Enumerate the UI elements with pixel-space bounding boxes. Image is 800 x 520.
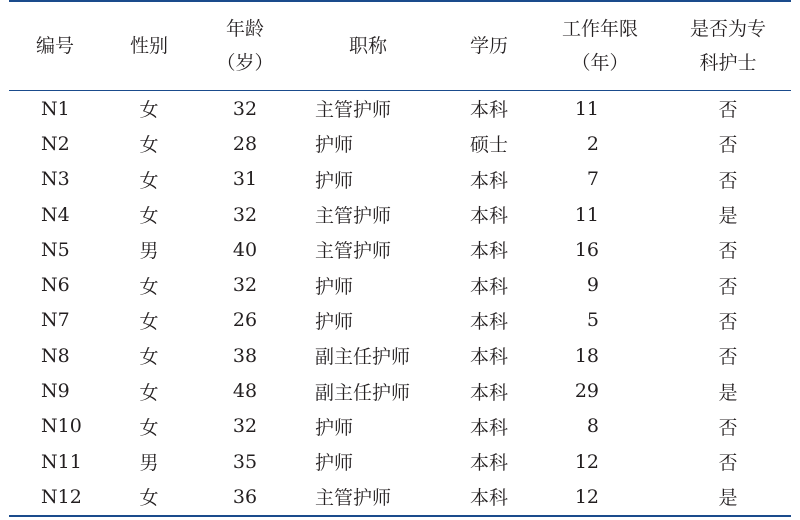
cell-title: 副主任护师 [315, 381, 411, 404]
cell-title: 主管护师 [315, 99, 392, 122]
table-row [9, 479, 791, 515]
cell-title: 护师 [315, 310, 354, 333]
cell-years: 16 [574, 238, 599, 261]
header-years [535, 1, 665, 91]
cell-title: 护师 [315, 452, 354, 475]
cell-years: 29 [574, 380, 599, 403]
table-row [9, 197, 791, 232]
cell-years: 18 [574, 344, 599, 367]
cell-age: 31 [232, 168, 258, 191]
cell-id: N1 [41, 97, 70, 120]
cell-specialist: 否 [718, 416, 738, 439]
cell-education: 硕士 [469, 134, 508, 157]
table-row [9, 91, 791, 127]
cell-id: N8 [41, 344, 70, 367]
cell-specialist: 是 [718, 205, 738, 228]
cell-gender: 女 [139, 416, 159, 439]
table-row [9, 232, 791, 267]
cell-gender: 女 [101, 479, 197, 515]
cell-education: 本科 [469, 240, 508, 263]
cell-age: 28 [232, 132, 258, 155]
cell-id: N9 [41, 380, 70, 403]
cell-age: 32 [232, 415, 258, 438]
cell-age: 32 [232, 203, 258, 226]
cell-title: 护师 [315, 275, 354, 298]
cell-specialist: 否 [718, 99, 738, 122]
cell-specialist: 否 [718, 346, 738, 369]
participant-table-container [9, 0, 791, 517]
cell-education: 本科 [469, 99, 508, 122]
cell-gender: 女 [139, 310, 159, 333]
cell-gender: 女 [139, 205, 159, 228]
table-body [9, 91, 791, 516]
cell-years: 5 [586, 309, 599, 332]
cell-education: 本科 [469, 346, 508, 369]
table-row [9, 267, 791, 302]
cell-title: 护师 [315, 169, 354, 192]
header-gender: 性别 [101, 1, 197, 91]
cell-specialist: 否 [718, 310, 738, 333]
cell-specialist: 是 [665, 479, 791, 515]
participant-table [9, 0, 791, 517]
cell-years: 11 [574, 97, 599, 120]
cell-gender: 女 [139, 275, 159, 298]
cell-years: 7 [586, 168, 599, 191]
cell-id: N12 [9, 479, 101, 515]
header-id: 编号 [9, 1, 101, 91]
header-age [197, 1, 293, 91]
cell-gender: 女 [139, 134, 159, 157]
cell-gender: 女 [139, 99, 159, 122]
cell-id: N10 [41, 415, 82, 438]
cell-id: N4 [41, 203, 70, 226]
cell-years: 12 [574, 450, 599, 473]
cell-gender: 女 [139, 346, 159, 369]
cell-specialist: 否 [718, 452, 738, 475]
cell-education: 本科 [469, 169, 508, 192]
cell-education: 本科 [469, 275, 508, 298]
cell-years: 12 [535, 479, 665, 515]
header-years-line1: 工作年限 [561, 18, 638, 40]
cell-specialist: 否 [718, 240, 738, 263]
header-education: 学历 [443, 1, 535, 91]
cell-education: 本科 [469, 310, 508, 333]
table-row [9, 373, 791, 408]
cell-age: 32 [232, 97, 258, 120]
header-age-line1: 年龄 [225, 18, 264, 40]
header-age-line2: （岁） [216, 52, 274, 74]
cell-education: 本科 [469, 416, 508, 439]
cell-age: 40 [232, 238, 258, 261]
cell-years: 2 [586, 132, 599, 155]
cell-title: 副主任护师 [315, 346, 411, 369]
cell-specialist: 是 [718, 381, 738, 404]
cell-gender: 男 [139, 452, 159, 475]
cell-title: 护师 [315, 134, 354, 157]
table-row [9, 303, 791, 338]
cell-gender: 女 [139, 169, 159, 192]
cell-id: N7 [41, 309, 70, 332]
header-years-line2: （年） [571, 52, 629, 74]
header-title: 职称 [293, 1, 443, 91]
cell-education: 本科 [469, 381, 508, 404]
cell-age: 36 [197, 479, 293, 515]
cell-gender: 男 [139, 240, 159, 263]
cell-gender: 女 [139, 381, 159, 404]
table-row [9, 338, 791, 373]
cell-years: 11 [574, 203, 599, 226]
table-header-row [9, 1, 791, 91]
cell-id: N2 [41, 132, 70, 155]
cell-specialist: 否 [718, 134, 738, 157]
cell-age: 26 [232, 309, 258, 332]
cell-age: 48 [232, 380, 258, 403]
header-specialist-line1: 是否为专 [689, 18, 766, 40]
cell-id: N5 [41, 238, 70, 261]
table-row [9, 409, 791, 444]
cell-id: N3 [41, 168, 70, 191]
cell-title: 主管护师 [315, 205, 392, 228]
table-row [9, 162, 791, 197]
cell-specialist: 否 [718, 169, 738, 192]
cell-title: 护师 [315, 416, 354, 439]
header-specialist [665, 1, 791, 91]
cell-title: 主管护师 [293, 479, 443, 515]
cell-age: 38 [232, 344, 258, 367]
header-specialist-line2: 科护士 [699, 52, 757, 74]
cell-education: 本科 [469, 205, 508, 228]
cell-age: 32 [232, 274, 258, 297]
cell-specialist: 否 [718, 275, 738, 298]
cell-years: 8 [586, 415, 599, 438]
cell-education: 本科 [443, 479, 535, 515]
cell-years: 9 [586, 274, 599, 297]
table-row [9, 444, 791, 479]
table-row [9, 126, 791, 161]
cell-education: 本科 [469, 452, 508, 475]
cell-title: 主管护师 [315, 240, 392, 263]
cell-id: N11 [41, 450, 82, 473]
cell-id: N6 [41, 274, 70, 297]
cell-age: 35 [232, 450, 258, 473]
